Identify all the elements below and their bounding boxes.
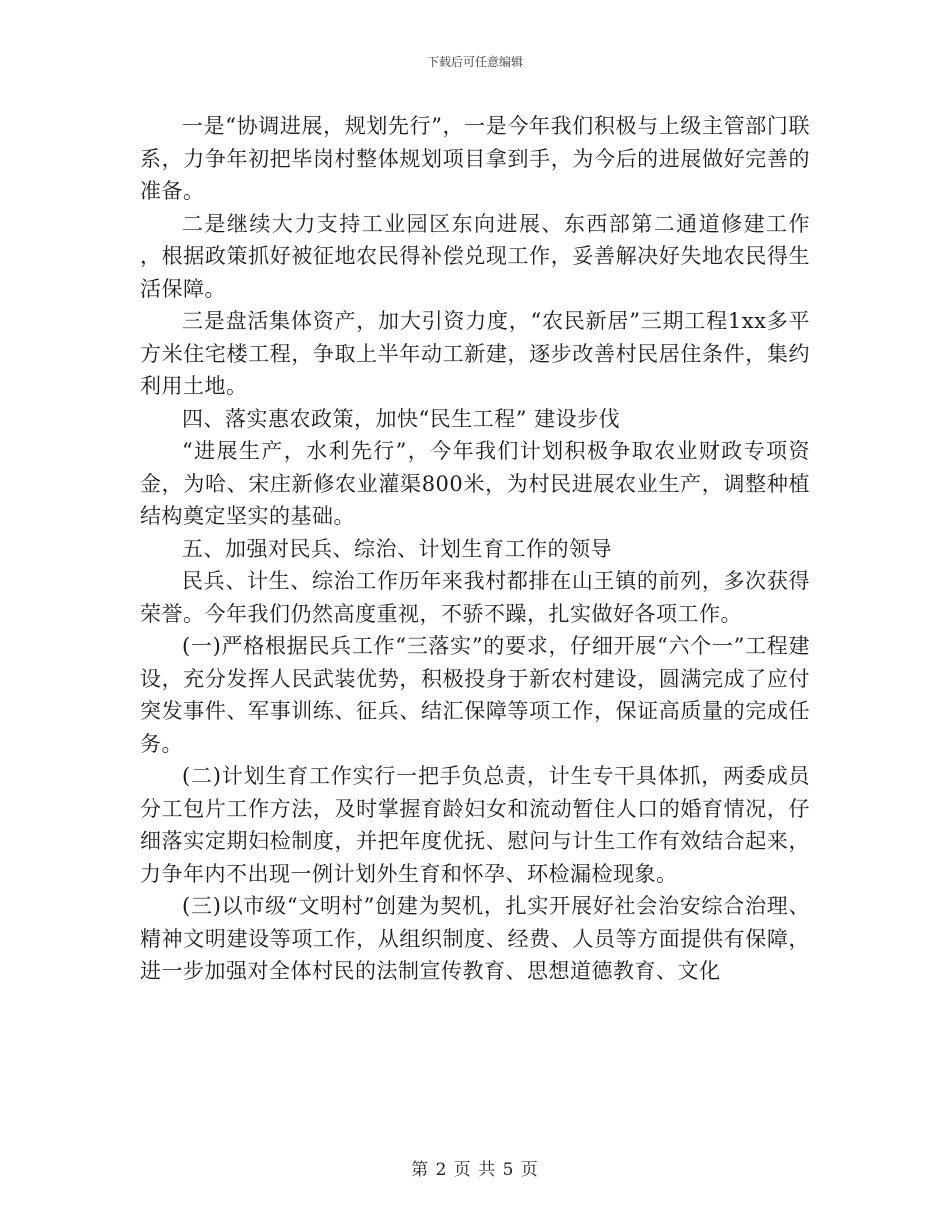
page-header-note: 下载后可任意编辑 bbox=[426, 55, 523, 69]
paragraph-5: “进展生产，水利先行”，今年我们计划积极争取农业财政专项资金，为哈、宋庄新修农业灌渠800米，为村民进展农业生产，调整种植结构奠定坚实的基础。 bbox=[140, 439, 810, 528]
paragraph-10: (三)以市级“文明村”创建为契机，扎实开展好社会治安综合治理、精神文明建设等项工作，从组织制度、经费、人员等方面提供有保障，进一步加强对全体村民的法制宣传教育、思想道德教育、文化 bbox=[140, 894, 810, 983]
paragraph-3: 三是盘活集体资产，加大引资力度，“农民新居”三期工程1xx多平方米住宅楼工程，争取上半年动工新建，逐步改善村民居住条件，集约利用土地。 bbox=[140, 309, 810, 398]
paragraph-9: (二)计划生育工作实行一把手负总责，计生专干具体抓，两委成员分工包片工作方法，及时掌握育龄妇女和流动暂住人口的婚育情况，仔细落实定期妇检制度，并把年度优抚、慰问与计生工作有效结合起来，力争年内不出现一例计划外生育和怀孕、环检漏检现象。 bbox=[140, 764, 810, 886]
paragraph-8: (一)严格根据民兵工作“三落实”的要求，仔细开展“六个一”工程建设，充分发挥人民武装优势，积极投身于新农村建设，圆满完成了应付突发事件、军事训练、征兵、结汇保障等项工作，保证高质量的完成任务。 bbox=[140, 634, 810, 756]
paragraph-1: 一是“协调进展，规划先行”，一是今年我们积极与上级主管部门联系，力争年初把毕岗村整体规划项目拿到手，为今后的进展做好完善的准备。 bbox=[140, 114, 810, 203]
section-heading-4: 四、落实惠农政策，加快“民生工程” 建设步伐 bbox=[182, 406, 621, 431]
paragraph-7: 民兵、计生、综治工作历年来我村都排在山王镇的前列，多次获得荣誉。今年我们仍然高度重视，不骄不躁，扎实做好各项工作。 bbox=[140, 569, 810, 626]
section-heading-5: 五、加强对民兵、综治、计划生育工作的领导 bbox=[182, 536, 612, 561]
page-number-footer: 第 2 页 共 5 页 bbox=[411, 1160, 539, 1180]
paragraph-2: 二是继续大力支持工业园区东向进展、东西部第二通道修建工作 ，根据政策抓好被征地农民得补偿兑现工作，妥善解决好失地农民得生活保障。 bbox=[140, 211, 810, 301]
document-body bbox=[140, 110, 810, 988]
